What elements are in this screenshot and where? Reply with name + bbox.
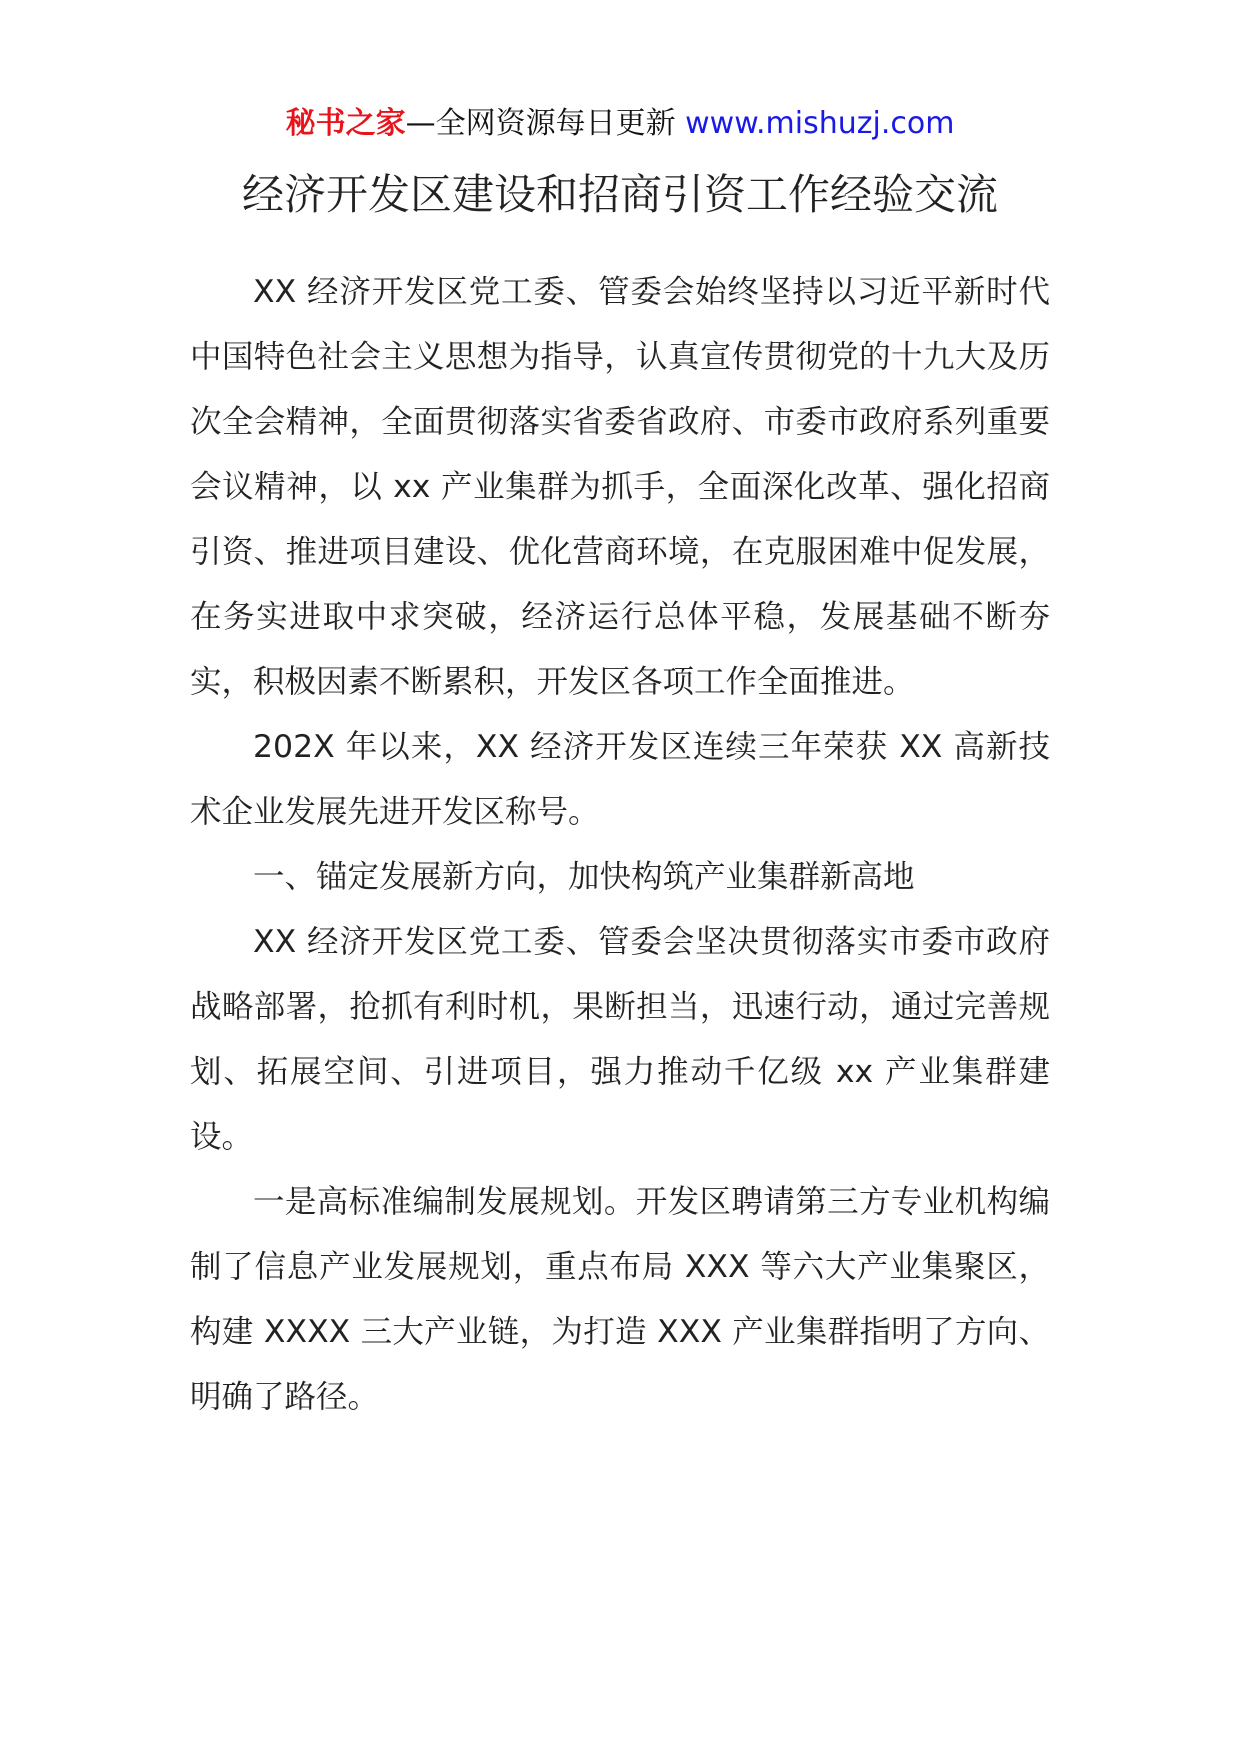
- section-heading-1: 一、锚定发展新方向，加快构筑产业集群新高地: [253, 859, 915, 895]
- brand-name: 秘书之家: [285, 106, 406, 141]
- site-header: [0, 102, 1240, 146]
- paragraph-honor: 202X 年以来，XX 经济开发区连续三年荣获 XX 高新技术企业发展先进开发区称号。: [190, 729, 1050, 830]
- site-url-link[interactable]: www.mishuzj.com: [685, 106, 955, 141]
- paragraph-section-1: XX 经济开发区党工委、管委会坚决贯彻落实市委市政府战略部署，抢抓有利时机，果断担当，迅速行动，通过完善规划、拓展空间、引进项目，强力推动千亿级 xx 产业集群建设。: [190, 924, 1050, 1155]
- paragraph-intro: XX 经济开发区党工委、管委会始终坚持以习近平新时代中国特色社会主义思想为指导，认真宣传贯彻党的十九大及历次全会精神，全面贯彻落实省委省政府、市委市政府系列重要会议精神，以 xx 产业集群为抓手，全面深化改革、强化招商引资、推进项目建设、优化营商环境，在克服困难中促发展，在务实进取中求突破，经济运行总体平稳，发展基础不断夯实，积极因素不断累积，开发区各项工作全面推进。: [190, 274, 1050, 700]
- paragraph-planning: 一是高标准编制发展规划。开发区聘请第三方专业机构编制了信息产业发展规划，重点布局 XXX 等六大产业集聚区，构建 XXXX 三大产业链，为打造 XXX 产业集群指明了方向、明确了路径。: [190, 1184, 1050, 1415]
- document-title: 经济开发区建设和招商引资工作经验交流: [241, 170, 998, 219]
- brand-slogan: —全网资源每日更新: [405, 106, 676, 141]
- document-body: [190, 260, 1050, 1430]
